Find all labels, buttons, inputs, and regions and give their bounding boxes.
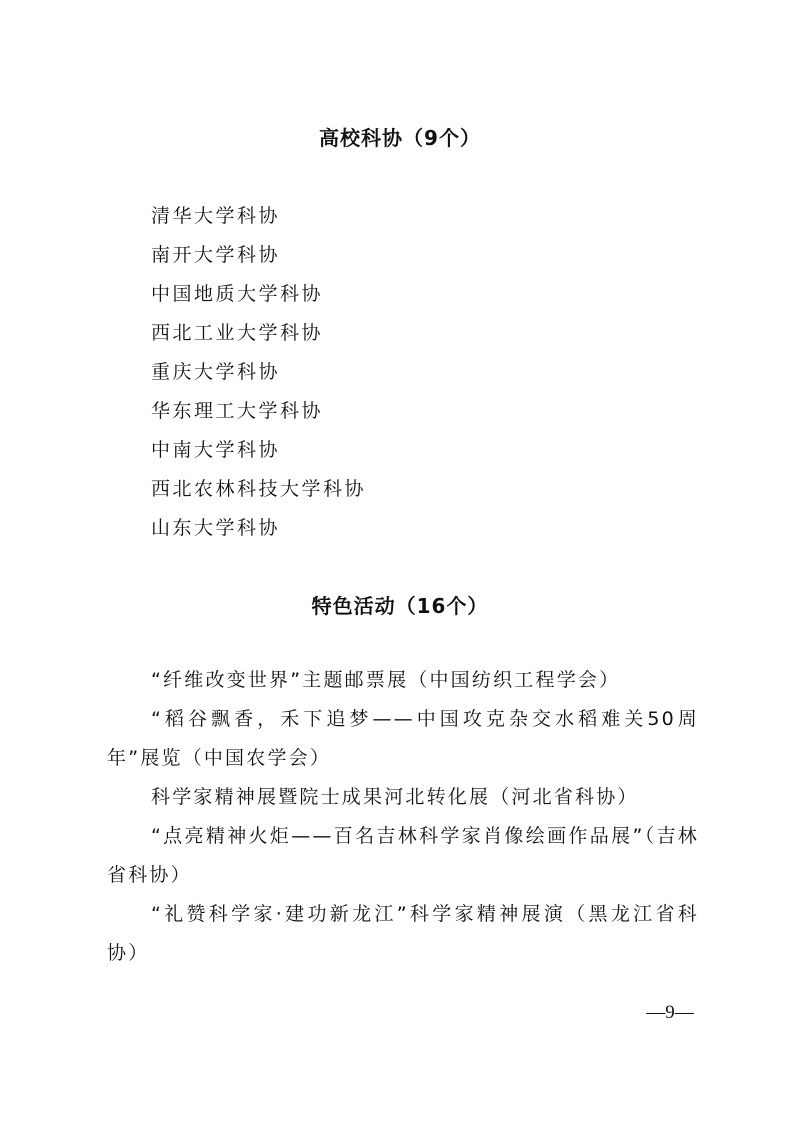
university-item: 西北工业大学科协 xyxy=(151,322,324,344)
university-item: 重庆大学科协 xyxy=(151,361,281,383)
universities-section-heading: 高校科协（9个） xyxy=(319,126,481,150)
activity-item: “礼赞科学家·建功新龙江”科学家精神展演（黑龙江省科协） xyxy=(107,903,699,964)
university-item: 中国地质大学科协 xyxy=(151,283,324,305)
activity-item: 科学家精神展暨院士成果河北转化展（河北省科协） xyxy=(151,786,639,808)
university-item: 清华大学科协 xyxy=(151,205,281,227)
activities-list xyxy=(107,661,699,973)
activity-item: “点亮精神火炬——百名吉林科学家肖像绘画作品展”（吉林省科协） xyxy=(107,825,699,886)
university-item: 中南大学科协 xyxy=(151,439,281,461)
activity-item: “纤维改变世界”主题邮票展（中国纺织工程学会） xyxy=(151,669,621,691)
activities-section-heading: 特色活动（16个） xyxy=(311,594,489,618)
university-item: 华东理工大学科协 xyxy=(151,400,324,422)
activity-item: “稻谷飘香，禾下追梦——中国攻克杂交水稻难关50周年”展览（中国农学会） xyxy=(107,708,699,769)
university-item: 山东大学科协 xyxy=(151,517,281,539)
page-number: —9— xyxy=(646,1002,694,1023)
university-item: 西北农林科技大学科协 xyxy=(151,478,367,500)
universities-list xyxy=(151,197,366,548)
university-item: 南开大学科协 xyxy=(151,244,281,266)
